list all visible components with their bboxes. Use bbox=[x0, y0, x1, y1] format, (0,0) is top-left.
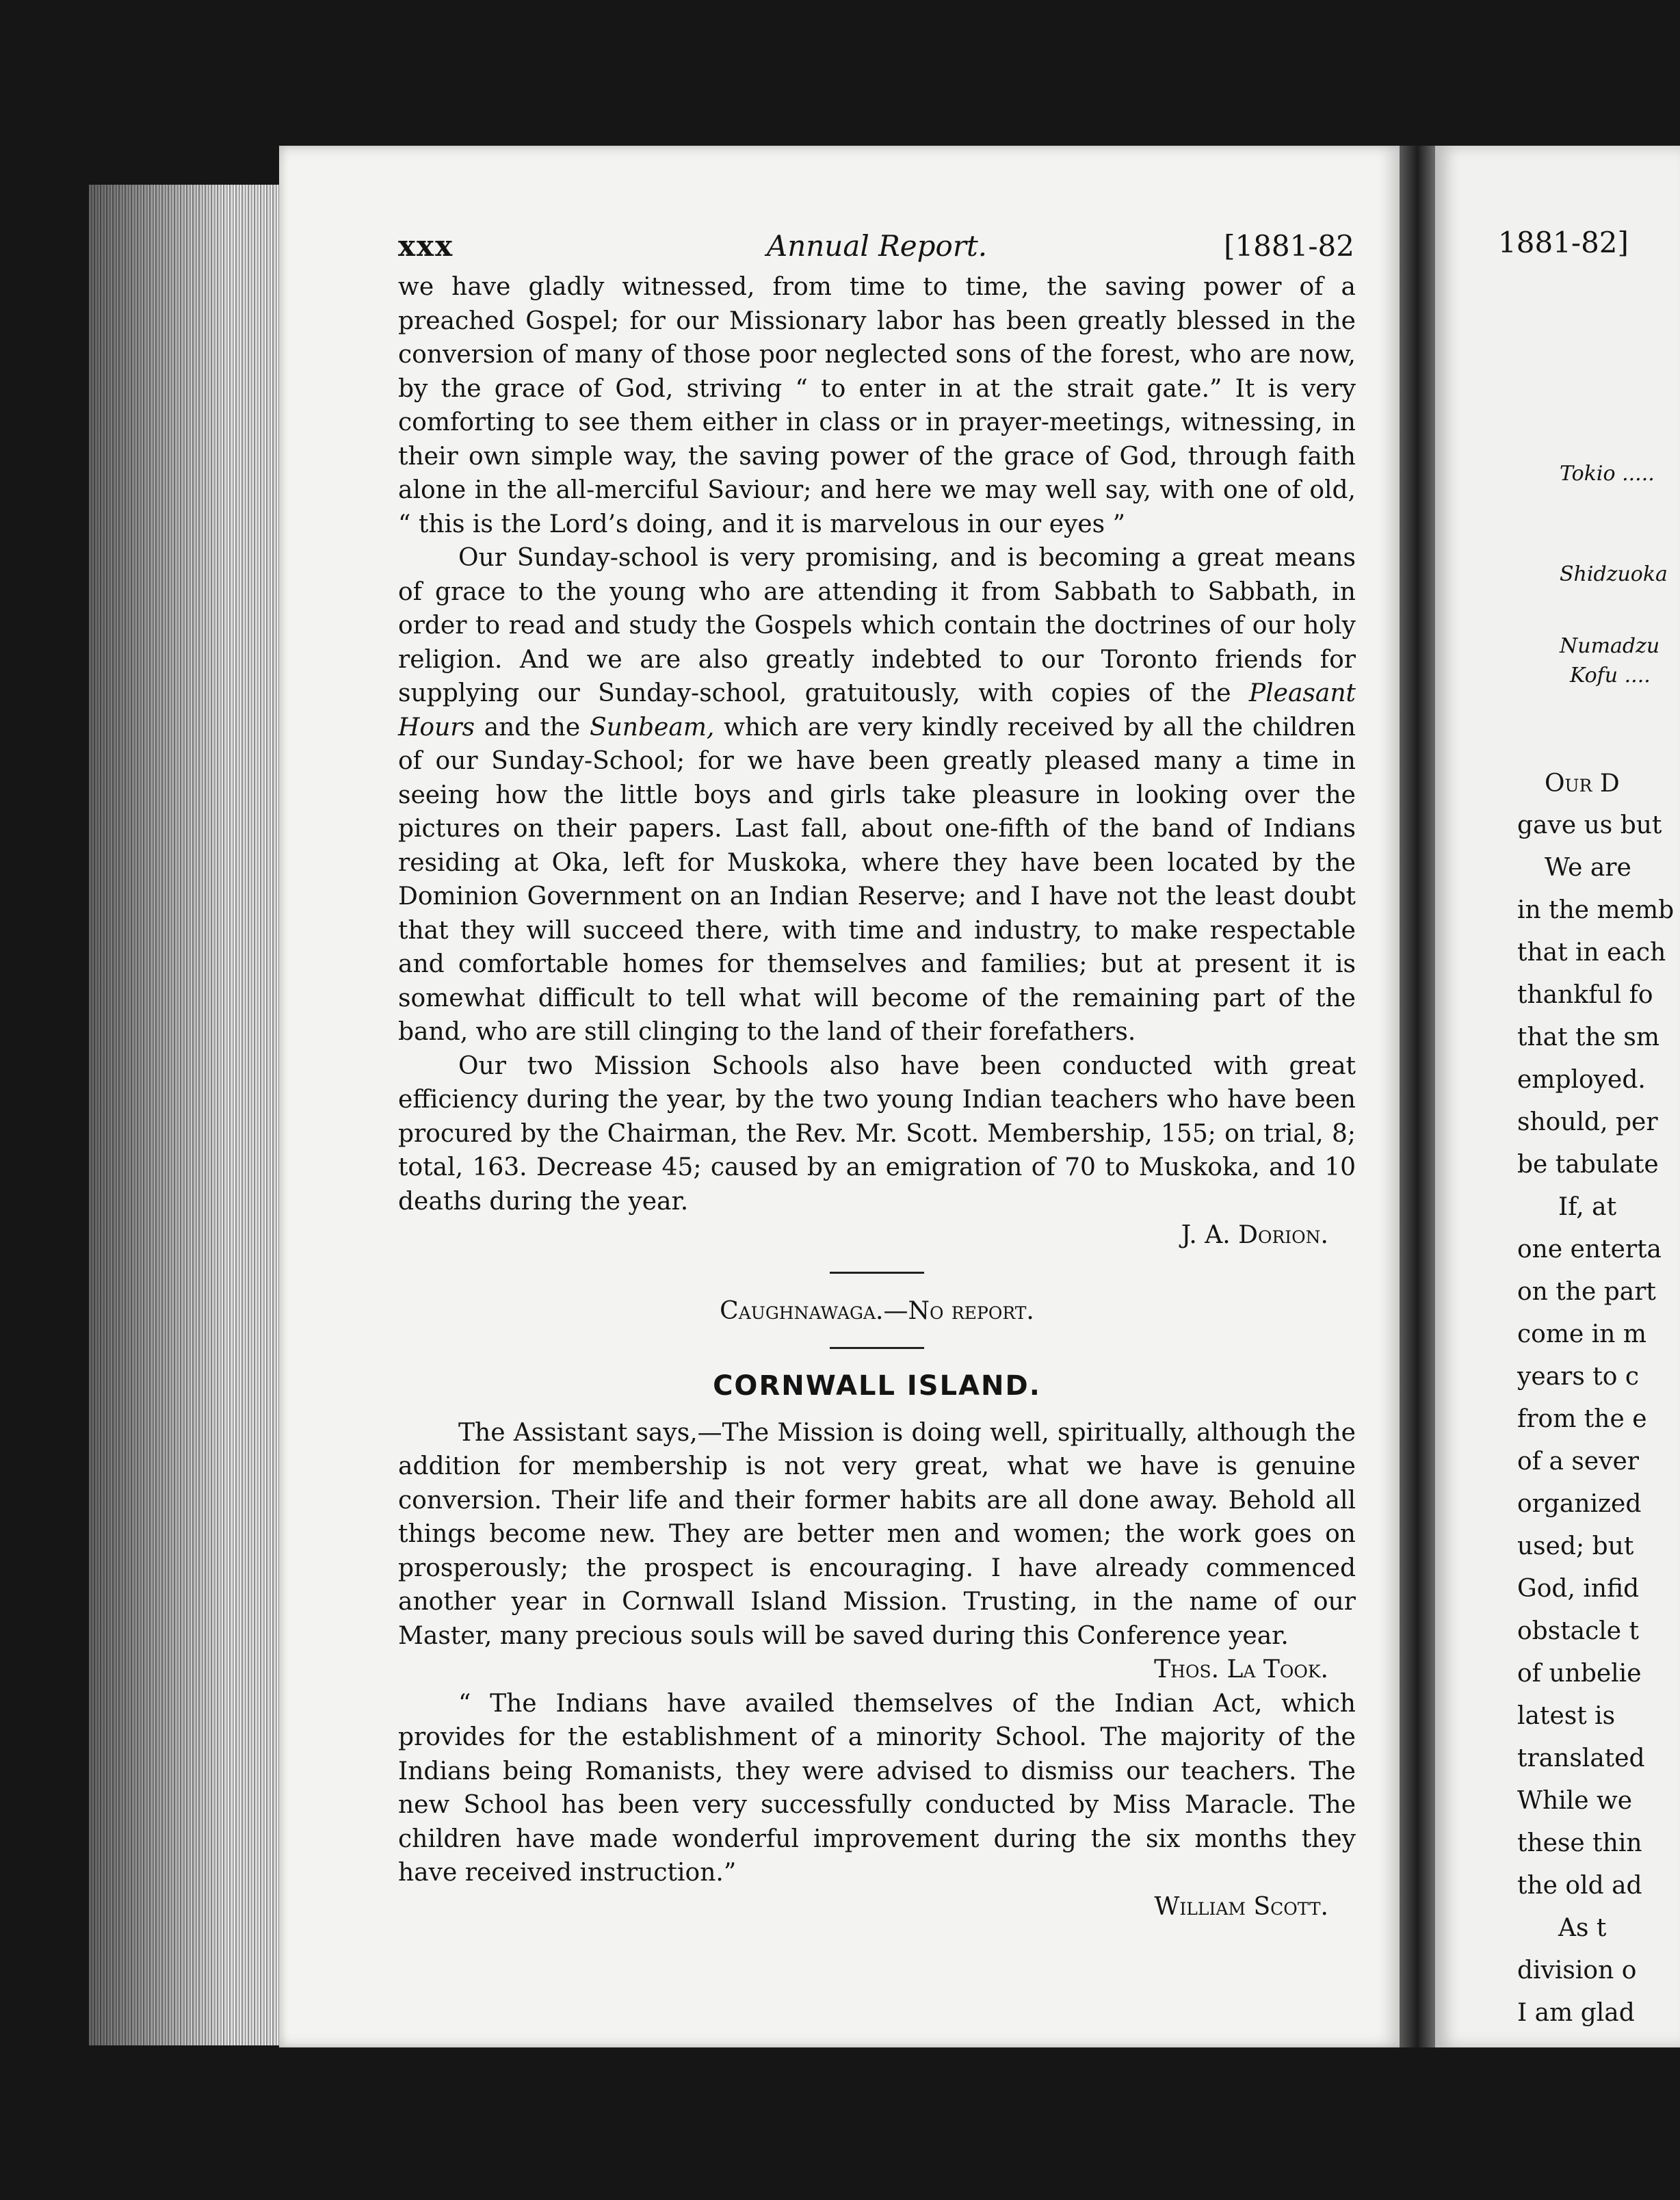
right-fragment: that in each bbox=[1517, 939, 1666, 967]
running-year: [1881-82 bbox=[1224, 229, 1354, 263]
right-fragment: thankful fo bbox=[1517, 981, 1653, 1009]
right-fragment: come in m bbox=[1517, 1320, 1646, 1348]
right-fragment: be tabulate bbox=[1517, 1151, 1659, 1179]
right-fragment: these thin bbox=[1517, 1829, 1642, 1857]
right-fragment: Our D bbox=[1545, 770, 1620, 798]
paragraph-gospel: we have gladly witnessed, from time to time, the saving power of a preached Gospel; for our Missionary labor has been greatly blessed in the conversion of many of those poor neglected sons of the forest, who are now, by the grace of God, striving “ to enter in at the strait gate.” It is very comforting to see them either in class or in prayer-meetings, witnessing, in their own simple way, the saving power of the grace of God, through faith alone in the all-merciful Saviour; and here we may well say, with one of old, “ this is the Lord’s doing, and it is marvelous in our eyes ” bbox=[398, 273, 1356, 538]
right-fragment: should, per bbox=[1517, 1108, 1658, 1136]
caughnawaga-note: Caughnawaga.—No report. bbox=[720, 1296, 1034, 1325]
signature-scott: William Scott. bbox=[1154, 1892, 1328, 1921]
right-fragment: of a sever bbox=[1517, 1448, 1639, 1476]
right-fragment: obstacle t bbox=[1517, 1617, 1640, 1645]
page-edge-shadow bbox=[89, 185, 287, 2045]
right-fragment: While we bbox=[1517, 1787, 1633, 1815]
right-fragment: I am glad bbox=[1517, 1999, 1635, 2027]
right-fragment: in the memb bbox=[1517, 896, 1675, 924]
right-fragment: one enterta bbox=[1517, 1235, 1662, 1263]
right-fragment: God, infid bbox=[1517, 1575, 1640, 1603]
right-fragment: organized bbox=[1517, 1490, 1642, 1518]
page-number: xxx bbox=[398, 229, 454, 263]
section-heading: CORNWALL ISLAND. bbox=[713, 1370, 1041, 1402]
publication-title: Sunbeam, bbox=[589, 713, 715, 742]
publication-title: Pleasant Hours bbox=[398, 679, 1356, 742]
right-fragment: translated bbox=[1517, 1744, 1645, 1772]
right-fragment: employed. bbox=[1517, 1066, 1646, 1094]
right-fragment: of unbelie bbox=[1517, 1660, 1642, 1688]
paragraph-cornwall-assistant: The Assistant says,—The Mission is doing well, spiritually, although the addition for membership is not very great, what we have is genuine conversion. Their life and their former habits are all done away. Behold all things become new. They are better men and women; the work goes on prosperously; the prospect is encouraging. I have already commenced another year in Cornwall Island Mission. Trusting, in the name of our Master, many precious souls will be saved during this Conference year. bbox=[398, 1418, 1356, 1650]
right-fragment: division o bbox=[1517, 1956, 1637, 1985]
signature-la-took: Thos. La Took. bbox=[1154, 1655, 1328, 1684]
right-running-year: 1881-82] bbox=[1498, 226, 1629, 259]
right-fragment: on the part bbox=[1517, 1278, 1656, 1306]
signature-dorion: J. A. Dorion. bbox=[1181, 1221, 1328, 1249]
right-fragment: that the sm bbox=[1517, 1023, 1660, 1051]
right-fragment: Shidzuoka bbox=[1560, 562, 1668, 586]
right-fragment: If, at bbox=[1558, 1193, 1617, 1221]
divider-rule bbox=[830, 1272, 924, 1274]
left-page-text bbox=[398, 229, 1356, 1924]
right-fragment: Numadzu bbox=[1560, 634, 1660, 658]
book-gutter bbox=[1400, 146, 1435, 2047]
right-fragment: gave us but bbox=[1517, 811, 1662, 839]
right-fragment: from the e bbox=[1517, 1405, 1647, 1433]
right-fragment: the old ad bbox=[1517, 1872, 1642, 1900]
right-fragment: As t bbox=[1558, 1914, 1607, 1942]
running-header bbox=[398, 229, 1356, 270]
right-fragment: latest is bbox=[1517, 1702, 1616, 1730]
divider-rule bbox=[830, 1347, 924, 1349]
right-fragment: Tokio ..... bbox=[1560, 462, 1655, 486]
paragraph-mission-schools: Our two Mission Schools also have been conducted with great efficiency during the year, by the two young Indian teachers who have been procured by the Chairman, the Rev. Mr. Scott. Membership, 155; on trial, 8; total, 163. Decrease 45; caused by an emigration of 70 to Muskoka, and 10 deaths during the year. bbox=[398, 1051, 1356, 1216]
paragraph-indian-act-quote: “ The Indians have availed themselves of the Indian Act, which provides for the establishment of a minority School. The majority of the Indians being Romanists, they were advised to dismiss our teachers. The new School has been very successfully conducted by Miss Maracle. The children have made wonderful improvement during the six months they have received instruction.” bbox=[398, 1689, 1356, 1887]
paragraph-sunday-school: Our Sunday-school is very promising, and is becoming a great means of grace to the young who are attending it from Sabbath to Sabbath, in order to read and study the Gospels which contain the doctrines of our holy religion. And we are also greatly indebted to our Toronto friends for supplying our Sunday-school, gratuitously, with copies of the Pleasant Hours and the Sunbeam, which are very kindly received by all the children of our Sunday-School; for we have been greatly pleased many a time in seeing how the little boys and girls take pleasure in looking over the pictures on their papers. Last fall, about one-fifth of the band of Indians residing at Oka, left for Muskoka, where they have been located by the Dominion Government on an Indian Reserve; and I have not the least doubt that they will succeed there, with time and industry, to make respectable and comfortable homes for themselves and families; but at present it is somewhat difficult to tell what will become of the remaining part of the band, who are still clinging to the land of their forefathers. bbox=[398, 544, 1356, 1046]
right-fragment: Kofu .... bbox=[1570, 664, 1651, 688]
right-fragment: years to c bbox=[1517, 1363, 1639, 1391]
right-fragment: used; but bbox=[1517, 1532, 1634, 1560]
running-title: Annual Report. bbox=[766, 229, 988, 263]
right-fragment: We are bbox=[1545, 854, 1631, 882]
